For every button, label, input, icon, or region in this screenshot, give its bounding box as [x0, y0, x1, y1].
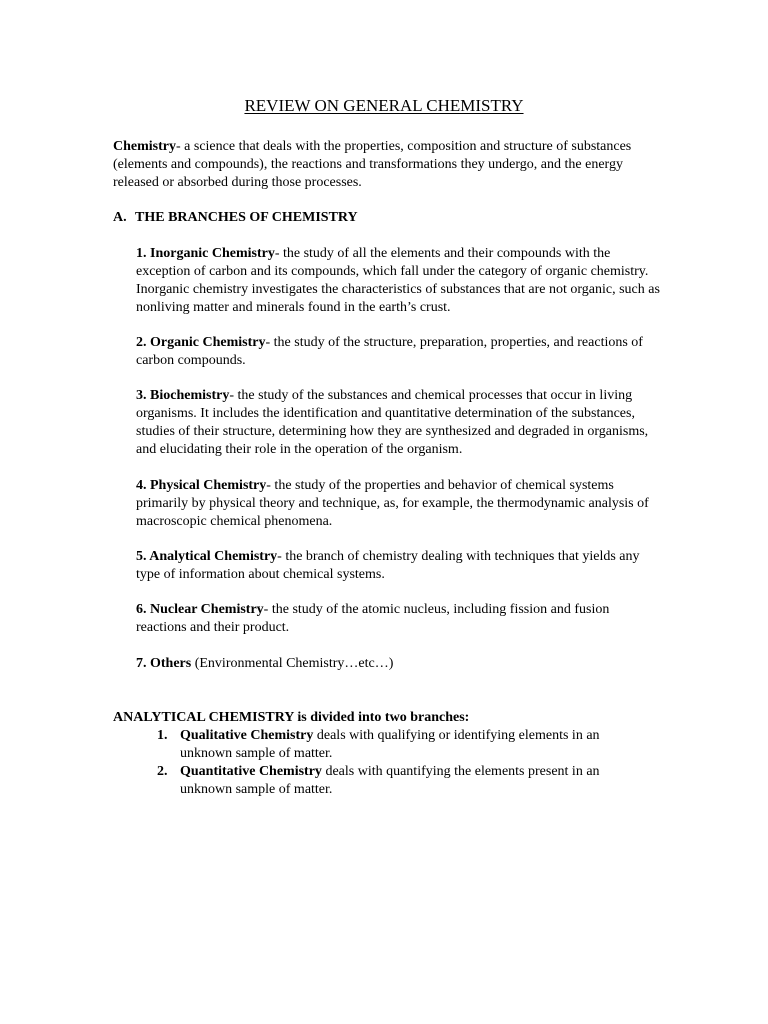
list-item: [113, 763, 640, 799]
branch-term: 6. Nuclear Chemistry: [136, 602, 264, 617]
section-title: THE BRANCHES OF CHEMISTRY: [135, 210, 358, 225]
list-text: deals with qualifying or identifying elements in an unknown sample of matter.: [180, 728, 600, 761]
intro-paragraph: [113, 138, 658, 192]
branch-biochemistry: [136, 387, 661, 459]
branch-term: 5. Analytical Chemistry: [136, 549, 278, 564]
list-item: [113, 727, 640, 763]
list-term: Qualitative Chemistry: [180, 728, 314, 743]
branch-text: - the study of the properties and behavior of chemical systems primarily by physical theory and technique, as, for example, the thermodynamic analysis of macroscopic chemical phenomena.: [136, 478, 649, 529]
analytical-section: [113, 709, 673, 799]
branch-text: - the branch of chemistry dealing with techniques that yields any type of information about chemical systems.: [136, 549, 640, 582]
branch-text: - the study of the atomic nucleus, including fission and fusion reactions and their product.: [136, 602, 610, 635]
branch-others: [136, 655, 661, 673]
intro-term: Chemistry: [113, 139, 176, 154]
branch-analytical: [136, 548, 661, 584]
branch-text: - the study of all the elements and their compounds with the exception of carbon and its compounds, which fall under the category of organic chemistry. Inorganic chemistry investigates the characteristics of substances that are not organic, such as nonliving matter and minerals found in the earth’s crust.: [136, 246, 660, 315]
branch-text: - the study of the structure, preparation, properties, and reactions of carbon compounds.: [136, 335, 643, 368]
branch-physical: [136, 477, 661, 531]
list-number: 1.: [157, 728, 168, 743]
branch-nuclear: [136, 601, 661, 637]
analytical-heading: ANALYTICAL CHEMISTRY is divided into two branches:: [113, 710, 470, 725]
branch-organic: [136, 334, 661, 370]
intro-text: - a science that deals with the properties, composition and structure of substances (elements and compounds), the reactions and transformations they undergo, and the energy released or absorbed during those processes.: [113, 139, 632, 190]
section-heading-branches: [113, 209, 358, 227]
branch-text: - the study of the substances and chemical processes that occur in living organisms. It includes the identification and quantitative determination of the substances, studies of their structure, determining how they are synthesized and degraded in organisms, and elucidating their role in the operation of the organism.: [136, 388, 649, 457]
branch-text: (Environmental Chemistry…etc…): [191, 656, 394, 671]
list-text: deals with quantifying the elements present in an unknown sample of matter.: [180, 764, 600, 797]
branch-term: 3. Biochemistry: [136, 388, 230, 403]
branch-term: 2. Organic Chemistry: [136, 335, 266, 350]
document-title: REVIEW ON GENERAL CHEMISTRY: [244, 96, 524, 115]
list-term: Quantitative Chemistry: [180, 764, 322, 779]
branch-term: 1. Inorganic Chemistry: [136, 246, 275, 261]
branch-inorganic: [136, 245, 661, 317]
branch-term: 4. Physical Chemistry: [136, 478, 267, 493]
branch-term: 7. Others: [136, 656, 192, 671]
list-number: 2.: [157, 764, 168, 779]
section-letter: A.: [113, 210, 127, 225]
analytical-list: [113, 727, 673, 799]
